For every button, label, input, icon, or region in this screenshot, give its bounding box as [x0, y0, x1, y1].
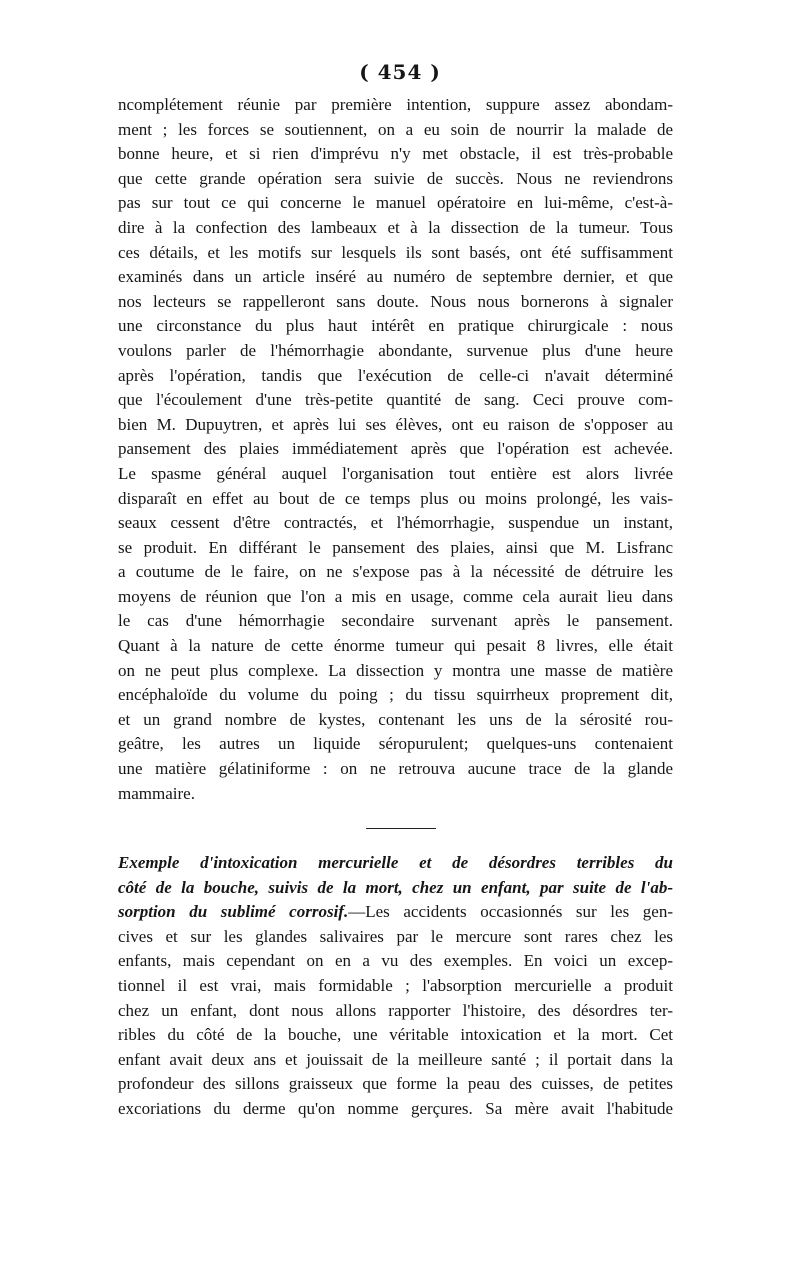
text-line: une circonstance du plus haut intérêt en pratique chirurgicale : nous: [118, 316, 673, 336]
text-line: tionnel il est vrai, mais formidable ; l'absorption mercurielle a produit: [118, 975, 673, 995]
text-line: enfant avait deux ans et jouissait de la meilleure santé ; il portait dans la: [118, 1049, 673, 1069]
text-line: ment ; les forces se soutiennent, on a eu soin de nourrir la malade de: [118, 119, 673, 139]
text-line: voulons parler de l'hémorrhagie abondante, survenue plus d'une heure: [118, 340, 673, 360]
text-line: que l'écoulement d'une très-petite quantité de sang. Ceci prouve com-: [118, 390, 673, 410]
text-line: moyens de réunion que l'on a mis en usage, comme cela aurait lieu dans: [118, 586, 673, 606]
text-line-mixed: [118, 900, 673, 925]
text-line: cives et sur les glandes salivaires par le mercure sont rares chez les: [118, 926, 673, 946]
text-line: après l'opération, tandis que l'exécution de celle-ci n'avait déterminé: [118, 365, 673, 385]
paragraph-mercury-intoxication: [118, 851, 673, 1122]
text-line: se produit. En différant le pansement des plaies, ainsi que M. Lisfranc: [118, 537, 673, 557]
section-heading-end: sorption du sublimé corrosif.: [118, 902, 349, 922]
text-line: bonne heure, et si rien d'imprévu n'y met obstacle, il est très-probable: [118, 144, 673, 164]
text-line: mammaire.: [118, 783, 195, 803]
text-line: examinés dans un article inséré au numéro de septembre dernier, et que: [118, 267, 673, 287]
text-line: excoriations du derme qu'on nomme gerçures. Sa mère avait l'habitude: [118, 1098, 673, 1118]
section-divider: [366, 828, 436, 829]
text-line: nos lecteurs se rappelleront sans doute. Nous nous bornerons à signaler: [118, 291, 673, 311]
text-fragment: —Les accidents occasionnés sur les gen-: [348, 902, 673, 922]
section-heading-line: Exemple d'intoxication mercurielle et de désordres terribles du: [118, 853, 673, 872]
text-line: le cas d'une hémorrhagie secondaire survenant après le pansement.: [118, 611, 673, 631]
text-line: profondeur des sillons graisseux que forme la peau des cuisses, de petites: [118, 1074, 673, 1094]
text-line: dire à la confection des lambeaux et à la dissection de la tumeur. Tous: [118, 217, 673, 237]
text-line: seaux cessent d'être contractés, et l'hémorrhagie, suspendue un instant,: [118, 513, 673, 533]
text-line: bien M. Dupuytren, et après lui ses élèves, ont eu raison de s'opposer au: [118, 414, 673, 434]
text-line: ncomplétement réunie par première intention, suppure assez abondam-: [118, 95, 673, 114]
text-line: encéphaloïde du volume du poing ; du tissu squirrheux proprement dit,: [118, 685, 673, 705]
text-line: chez un enfant, dont nous allons rapporter l'histoire, des désordres ter-: [118, 1000, 673, 1020]
text-line: enfants, mais cependant on en a vu des exemples. En voici un excep-: [118, 951, 673, 971]
text-line: que cette grande opération sera suivie de succès. Nous ne reviendrons: [118, 168, 673, 188]
text-line: ribles du côté de la bouche, une véritable intoxication et la mort. Cet: [118, 1025, 673, 1045]
text-line: Le spasme général auquel l'organisation tout entière est alors livrée: [118, 463, 673, 483]
text-line: pansement des plaies immédiatement après que l'opération est achevée.: [118, 439, 673, 459]
text-line: Quant à la nature de cette énorme tumeur qui pesait 8 livres, elle était: [118, 636, 673, 656]
text-line: une matière gélatiniforme : on ne retrouva aucune trace de la glande: [118, 759, 673, 779]
text-line: geâtre, les autres un liquide séropurulent; quelques-uns contenaient: [118, 734, 673, 754]
text-line: pas sur tout ce qui concerne le manuel opératoire en lui-même, c'est-à-: [118, 193, 673, 213]
section-heading-line: côté de la bouche, suivis de la mort, chez un enfant, par suite de l'ab-: [118, 877, 673, 897]
text-line: disparaît en effet au bout de ce temps plus ou moins prolongé, les vais-: [118, 488, 673, 508]
text-line: a coutume de le faire, on ne s'expose pas à la nécessité de détruire les: [118, 562, 673, 582]
text-line: on ne peut plus complexe. La dissection y montra une masse de matière: [118, 660, 673, 680]
text-line: et un grand nombre de kystes, contenant les uns de la sérosité rou-: [118, 709, 673, 729]
text-line: ces détails, et les motifs sur lesquels ils sont basés, ont été suffisamment: [118, 242, 673, 262]
paragraph-surgery-report: [118, 93, 673, 806]
page-number: ( 454 ): [359, 60, 441, 84]
